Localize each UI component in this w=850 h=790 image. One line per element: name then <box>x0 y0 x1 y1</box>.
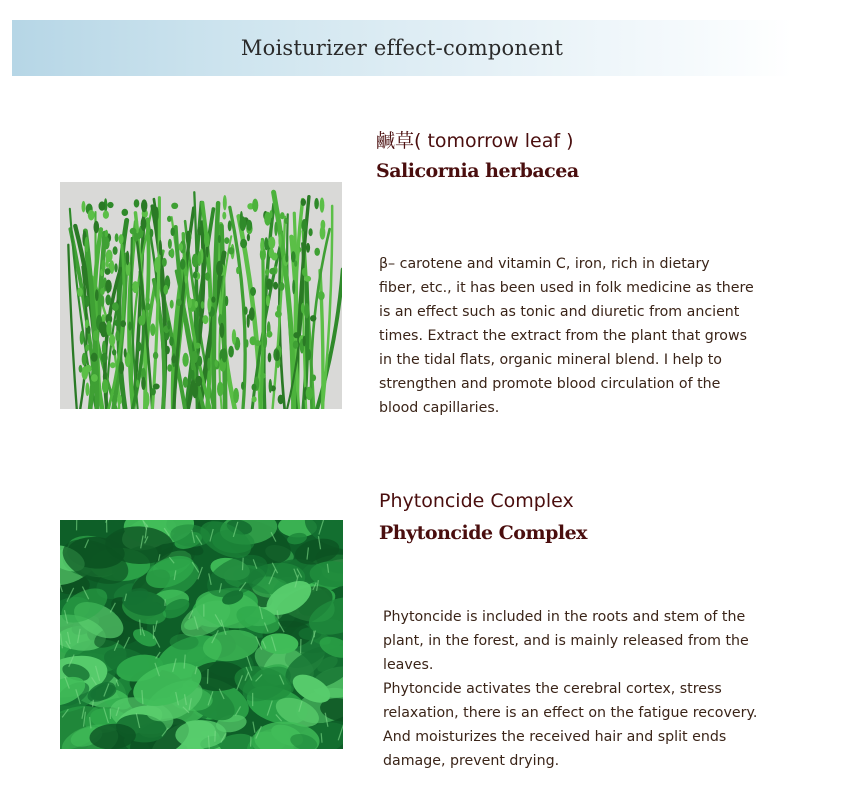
salicornia-plant-photo <box>60 182 342 409</box>
section-title: Moisturizer effect-component <box>240 36 564 60</box>
ingredient-2-name-primary: Phytoncide Complex <box>379 490 574 512</box>
ingredient-1-name-primary: 鹹草( tomorrow leaf ) <box>376 130 574 152</box>
ingredient-2-description: Phytoncide is included in the roots and stem of the plant, in the forest, and is mainly released from the leaves. Phytoncide activates the cerebral cortex, stress relaxation, there is an effect on the fatigue recovery. And moisturizes the received hair and split ends damage, prevent drying. <box>383 609 758 769</box>
section-banner <box>12 20 792 76</box>
cypress-foliage-photo <box>60 520 343 749</box>
ingredient-2-name-secondary: Phytoncide Complex <box>379 522 587 544</box>
ingredient-1-name-secondary: Salicornia herbacea <box>376 160 579 182</box>
ingredient-1-description: β– carotene and vitamin C, iron, rich in dietary fiber, etc., it has been used in folk medicine as there is an effect such as tonic and diuretic from ancient times. Extract the extract from the plant that grows in the tidal flats, organic mineral blend. I help to strengthen and promote blood circulation of the blood capillaries. <box>379 256 754 416</box>
